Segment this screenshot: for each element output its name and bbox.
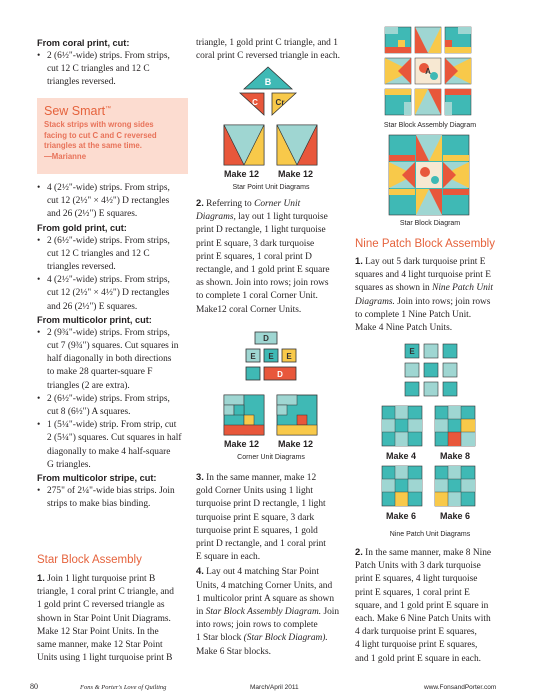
make-label: Make 6 bbox=[386, 511, 417, 521]
star-block-diagram bbox=[388, 134, 470, 216]
bullet: • 2 (6½"-wide) strips. From strips, cut 12 C triangles and 12 C triangles reversed. bbox=[37, 235, 170, 273]
assembly-row bbox=[385, 58, 471, 84]
nine-patch-unit-a bbox=[381, 405, 423, 447]
stripe-heading: From multicolor stripe, cut: bbox=[37, 473, 157, 484]
make-label: Make 12 bbox=[278, 169, 314, 179]
bullet: • 1 (5¼"-wide) strip. From strip, cut 2 (5¼") squares. Cut squares in half diagonally to make 4 half-square G triangles. bbox=[37, 420, 182, 470]
sew-smart-tip: Sew Smart™ Stack strips with wrong sides facing to cut C and C reversed triangles at the same time. —Marianne bbox=[37, 98, 188, 174]
left-column-lower bbox=[37, 182, 192, 511]
svg-text:E: E bbox=[409, 347, 415, 356]
label-c: C bbox=[252, 98, 258, 107]
nine-patch-section: Nine Patch Block Assembly 1. Lay out 5 dark turquoise print E squares and 4 light turquoise print E squares as shown in Nine Patch Unit Diagrams. Join into rows; join rows to complete 1 Nine Patch Unit. Make 4 Nine Patch Units. bbox=[355, 238, 515, 335]
label-b: B bbox=[264, 77, 272, 87]
star-point-caption: Star Point Unit Diagrams bbox=[232, 184, 310, 191]
assembly-caption: Star Block Assembly Diagram bbox=[383, 122, 477, 129]
bullet: • 4 (2½"-wide) strips. From strips, cut 12 (2½" × 4½") D rectangles and 26 (2½") E squares. bbox=[37, 275, 170, 312]
publication-name: Fons & Porter's Love of Quilting bbox=[80, 684, 167, 691]
svg-text:D: D bbox=[263, 334, 269, 343]
star-point-unit-exploded bbox=[238, 65, 298, 117]
make-label: Make 8 bbox=[440, 451, 471, 461]
make-label: Make 6 bbox=[440, 511, 471, 521]
mid-step-2: 2. Referring to Corner Unit Diagrams, lay out 1 light turquoise print D rectangle, 1 light turquoise print E square, 3 dark turquoise print E squares, 1 coral print D rectangle, and 1 gold print E square as shown. Join into rows; join rows to complete 1 coral Corner Unit. Make12 coral Corner Units. bbox=[196, 197, 330, 315]
corner-unit-exploded bbox=[245, 330, 299, 388]
svg-text:E: E bbox=[286, 352, 292, 361]
coral-heading: From coral print, cut: bbox=[37, 38, 130, 48]
label-cr: Cr bbox=[275, 98, 285, 107]
section-title: Star Block Assembly bbox=[37, 554, 142, 566]
nine-patch-exploded bbox=[404, 343, 460, 399]
make-label: Make 12 bbox=[278, 439, 314, 449]
svg-text:E: E bbox=[250, 352, 256, 361]
corner-caption: Corner Unit Diagrams bbox=[237, 454, 305, 461]
make-label: Make 12 bbox=[224, 439, 260, 449]
nine-patch-unit-b bbox=[434, 405, 476, 447]
nine-patch-unit-d bbox=[434, 465, 476, 507]
assembly-row bbox=[385, 27, 471, 53]
nine-patch-unit-c bbox=[381, 465, 423, 507]
svg-text:E: E bbox=[268, 352, 274, 361]
block-caption: Star Block Diagram bbox=[399, 220, 461, 227]
bullet: • 2 (6½"-wide) strips. From strips, cut 12 C triangles and 12 C triangles reversed. bbox=[37, 51, 170, 88]
svg-text:A: A bbox=[425, 67, 431, 76]
mid-top-text: triangle, 1 gold print C triangle, and 1 coral print C reversed triangle in each. bbox=[196, 38, 340, 62]
make-label: Make 12 bbox=[224, 169, 260, 179]
nine-patch-caption: Nine Patch Unit Diagrams bbox=[389, 531, 471, 538]
star-point-unit-gold bbox=[276, 124, 318, 166]
bullet: • 4 (2½"-wide) strips. From strips, cut 12 (2½" × 4½") D rectangles and 26 (2½") E squares. bbox=[37, 183, 170, 220]
corner-unit-gold bbox=[276, 394, 318, 436]
svg-text:D: D bbox=[277, 370, 283, 379]
make-label: Make 4 bbox=[386, 451, 417, 461]
assembly-row bbox=[385, 89, 471, 115]
mid-step-3-4: 3. In the same manner, make 12 gold Corner Units using 1 light turquoise print D rectangle, 1 light turquoise print E square, 3 dark turquoise print E squares, 1 gold print D rectangle, and 1 coral print E square in each. 4. Lay out 4 matching Star Point Units, 4 matching Corner Units, and 1 multicolor print A square as shown in Star Block Assembly Diagram. Join into rows; join rows to complete 1 Star block (Star Block Diagram). Make 6 Star blocks. bbox=[196, 471, 340, 657]
star-block-assembly-diagram bbox=[384, 26, 474, 118]
issue-date: March/April 2011 bbox=[250, 684, 299, 691]
star-point-unit-coral bbox=[223, 124, 265, 166]
page-number: 80 bbox=[30, 682, 38, 691]
nine-patch-step-2: 2. In the same manner, make 8 Nine Patch Units with 3 dark turquoise print E squares, 4 light turquoise print E squares, 1 coral print E square, and 1 gold print E square in each. Make 6 Nine Patch Units with 4 dark turquoise print E squares, 4 light turquoise print E squares, and 1 gold print E square in each. bbox=[355, 546, 492, 664]
corner-unit-coral bbox=[223, 394, 265, 436]
bullet: • 275" of 2¼"-wide bias strips. Join strips to make bias binding. bbox=[37, 486, 175, 510]
multicolor-heading: From multicolor print, cut: bbox=[37, 314, 152, 325]
section-title: Nine Patch Block Assembly bbox=[355, 238, 495, 250]
bullet: • 2 (9¾"-wide) strips. From strips, cut 7 (9¾") squares. Cut squares in half diagonally in both directions to make 28 quarter-square F triangles (2 are extra). bbox=[37, 327, 179, 391]
gold-heading: From gold print, cut: bbox=[37, 222, 127, 233]
star-block-section: Star Block Assembly 1. Join 1 light turquoise print B triangle, 1 coral print C triangle, and 1 gold print C reversed triangle as shown in Star Point Unit Diagrams. Make 12 Star Point Units. In the same manner, make 12 Star Point Units using 1 light turquoise print B bbox=[37, 554, 192, 665]
bullet: • 2 (6½"-wide) strips. From strips, cut 8 (6½") A squares. bbox=[37, 393, 170, 418]
website-url: www.FonsandPorter.com bbox=[424, 684, 497, 691]
